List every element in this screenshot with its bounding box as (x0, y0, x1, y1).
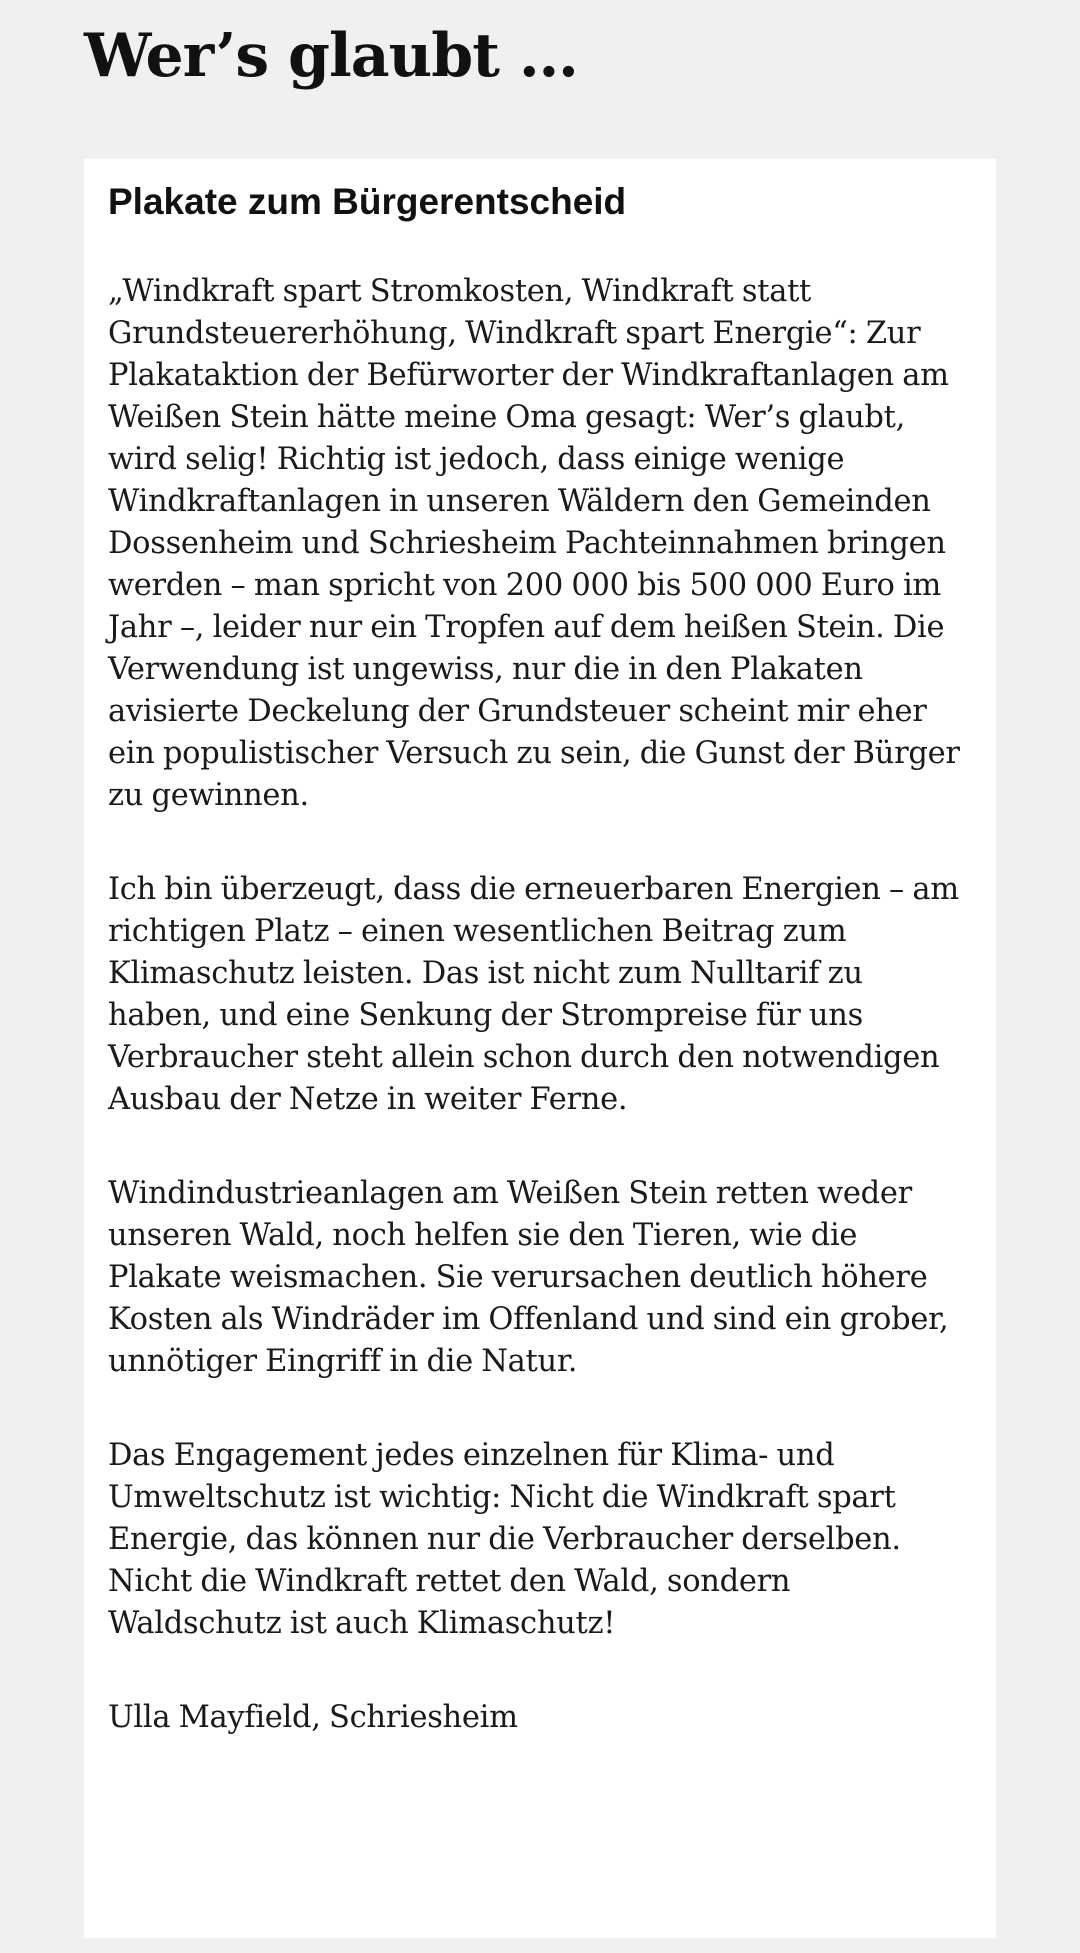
paragraph-4: Das Engagement jedes einzelnen für Klima- und Umweltschutz ist wichtig: Nicht die Windkraft spart Energie, das können nur die Verbraucher derselben. Nicht die Windkraft rettet den Wald, sondern Waldschutz ist auch Klimaschutz! (108, 1438, 901, 1641)
paragraph-2: Ich bin überzeugt, dass die erneuerbaren Energien – am richtigen Platz – einen wesentlichen Beitrag zum Klimaschutz leisten. Das ist nicht zum Nulltarif zu haben, und eine Senkung der Strompreise für uns Verbraucher steht allein schon durch den notwendigen Ausbau der Netze in weiter Ferne. (108, 872, 959, 1117)
paragraph-1: „Windkraft spart Stromkosten, Windkraft statt Grundsteuererhöhung, Windkraft spart Energie“: Zur Plakataktion der Befürworter der Windkraftanlagen am Weißen Stein hätte meine Oma gesagt: Wer’s glaubt, wird selig! Richtig ist jedoch, dass einige wenige Windkraftanlagen in unseren Wäldern den Gemeinden Dossenheim und Schriesheim Pachteinnahmen bringen werden – man spricht von 200 000 bis 500 000 Euro im Jahr –, leider nur ein Tropfen auf dem heißen Stein. Die Verwendung ist ungewiss, nur die in den Plakaten avisierte Deckelung der Grundsteuer scheint mir eher ein populistischer Versuch zu sein, die Gunst der Bürger zu gewinnen. (108, 274, 960, 813)
article-subheadline: Plakate zum Bürgerentscheid (108, 181, 627, 222)
article-headline: Wer’s glaubt … (84, 21, 578, 91)
letter-card (84, 159, 996, 1938)
author-signature: Ulla Mayfield, Schriesheim (108, 1700, 518, 1735)
paragraph-3: Windindustrieanlagen am Weißen Stein retten weder unseren Wald, noch helfen sie den Tieren, wie die Plakate weismachen. Sie verursachen deutlich höhere Kosten als Windräder im Offenland und sind ein grober, unnötiger Eingriff in die Natur. (108, 1176, 949, 1379)
